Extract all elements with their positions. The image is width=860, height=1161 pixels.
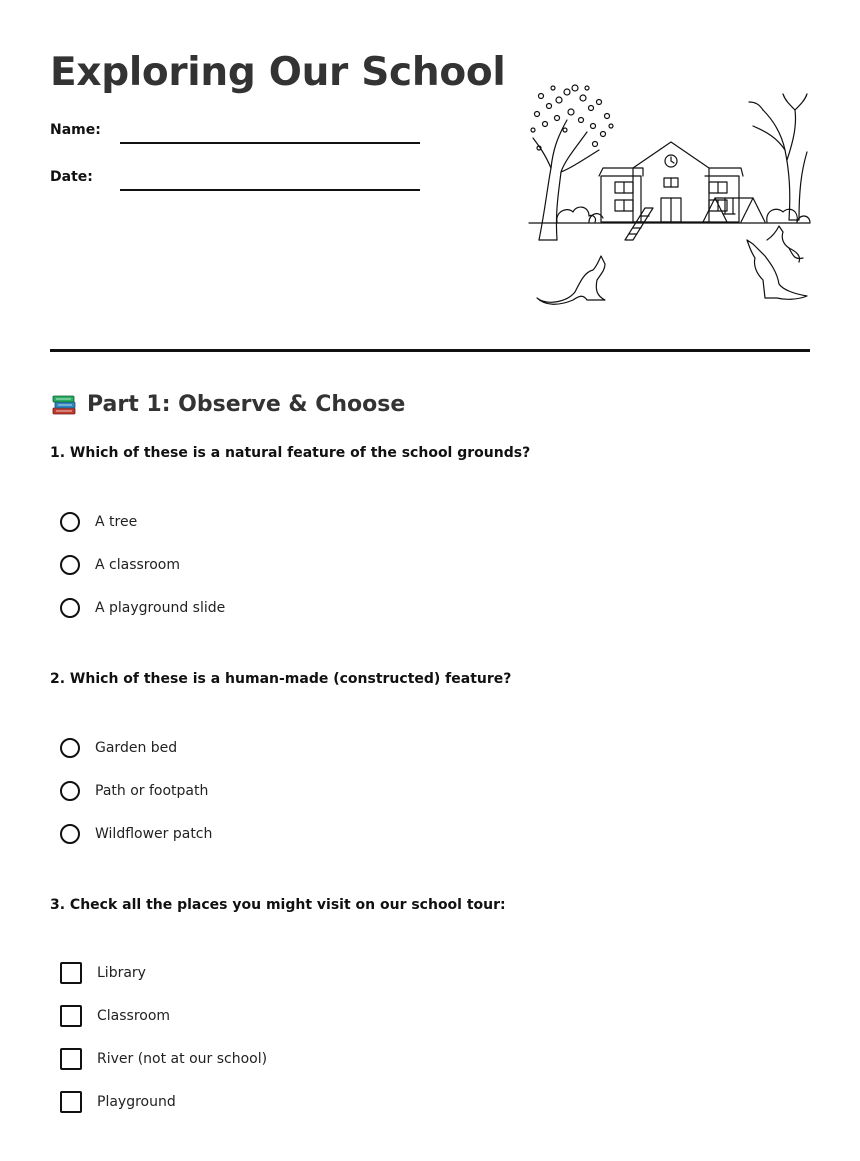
- name-label: Name:: [50, 122, 101, 138]
- checkbox[interactable]: [60, 1005, 82, 1027]
- section-divider: [50, 349, 810, 352]
- radio-button[interactable]: [60, 598, 80, 618]
- worksheet-title: Exploring Our School: [50, 50, 506, 95]
- q3-option-river[interactable]: [60, 1046, 267, 1072]
- q2-option-path-or-footpath[interactable]: [60, 778, 208, 804]
- radio-button[interactable]: [60, 512, 80, 532]
- option-label: River (not at our school): [97, 1051, 268, 1067]
- q1-option-a-classroom[interactable]: [60, 552, 180, 578]
- date-label: Date:: [50, 169, 93, 185]
- q2-option-garden-bed[interactable]: [60, 735, 177, 761]
- q3-option-classroom[interactable]: [60, 1003, 170, 1029]
- school-scene-illustration: [527, 80, 812, 312]
- part1-heading: [50, 388, 405, 420]
- date-write-line[interactable]: [120, 189, 420, 191]
- radio-button[interactable]: [60, 555, 80, 575]
- option-label: Playground: [97, 1094, 176, 1110]
- q1-option-a-playground-slide[interactable]: [60, 595, 225, 621]
- question-3: 3. Check all the places you might visit on our school tour:: [50, 897, 506, 913]
- radio-button[interactable]: [60, 824, 80, 844]
- q2-option-wildflower-patch[interactable]: [60, 821, 212, 847]
- option-label: Wildflower patch: [95, 826, 213, 842]
- q3-option-playground[interactable]: [60, 1089, 176, 1115]
- date-field[interactable]: [50, 169, 430, 199]
- checkbox[interactable]: [60, 1091, 82, 1113]
- name-write-line[interactable]: [120, 142, 420, 144]
- option-label: Library: [97, 965, 146, 981]
- option-label: A tree: [95, 514, 138, 530]
- checkbox[interactable]: [60, 962, 82, 984]
- checkbox[interactable]: [60, 1048, 82, 1070]
- radio-button[interactable]: [60, 781, 80, 801]
- option-label: Path or footpath: [95, 783, 209, 799]
- q1-option-a-tree[interactable]: [60, 509, 137, 535]
- question-1: 1. Which of these is a natural feature of the school grounds?: [50, 445, 531, 461]
- part1-title: Part 1: Observe & Choose: [87, 391, 406, 417]
- option-label: A classroom: [95, 557, 180, 573]
- option-label: Classroom: [97, 1008, 171, 1024]
- option-label: Garden bed: [95, 740, 178, 756]
- q3-option-library[interactable]: [60, 960, 146, 986]
- name-field[interactable]: [50, 122, 430, 152]
- option-label: A playground slide: [95, 600, 226, 616]
- radio-button[interactable]: [60, 738, 80, 758]
- books-icon: [50, 390, 78, 418]
- question-2: 2. Which of these is a human-made (constructed) feature?: [50, 671, 512, 687]
